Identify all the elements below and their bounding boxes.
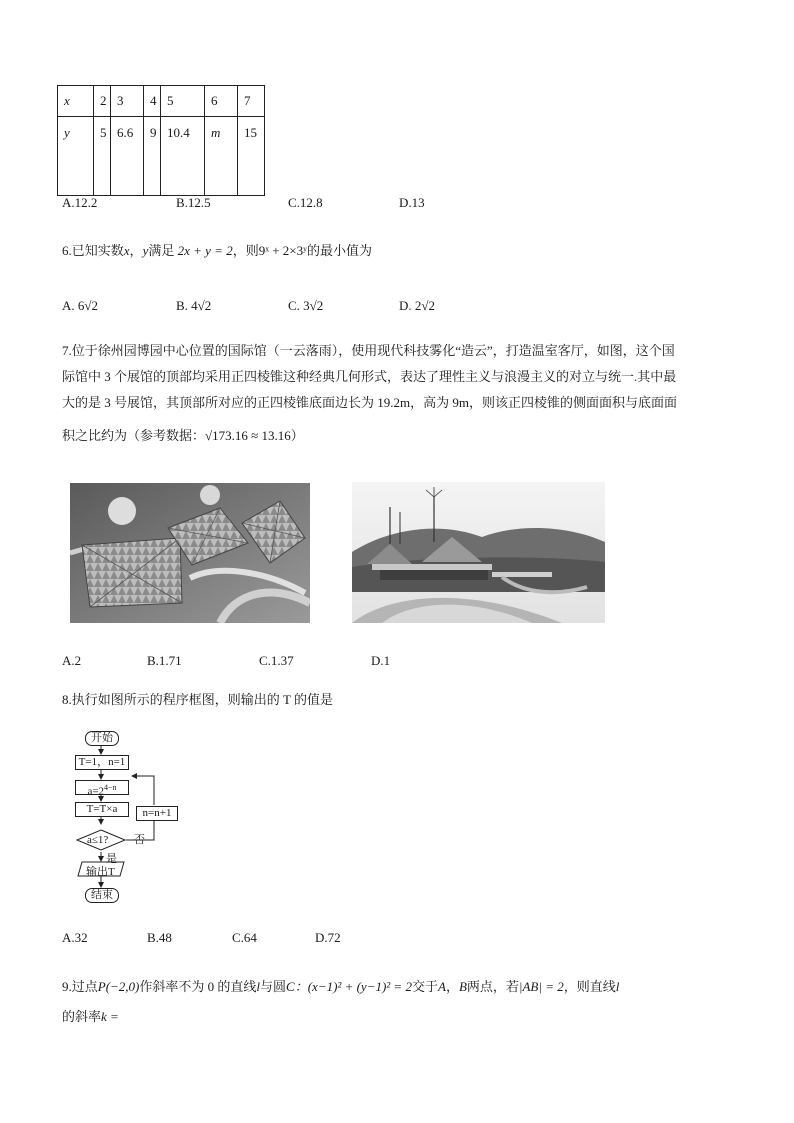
q9-point-b: B [458, 979, 467, 994]
q7-reference-label: 积之比约为（参考数据： [62, 428, 206, 443]
flowchart-increment: n=n+1 [136, 806, 178, 821]
q8-option-a: A.32 [62, 930, 88, 945]
q9-two-points: 两点，若 [466, 979, 519, 994]
q6-option-b: B. 4√2 [176, 298, 212, 313]
q7-option-d: D.1 [371, 653, 391, 668]
q6-var-x: x [123, 243, 130, 258]
table-cell: 5 [161, 86, 205, 117]
flowchart-init: T=1，n=1 [75, 755, 129, 770]
table-header-y: y [58, 117, 94, 196]
q9-with-circle: 与圆 [260, 979, 287, 994]
q7-option-a: A.2 [62, 653, 82, 668]
q6-prefix: 6.已知实数 [62, 243, 124, 258]
flowchart-assign-t: T=T×a [75, 802, 129, 817]
q9-line-1 [62, 976, 619, 998]
q9-comma: ， [445, 979, 459, 994]
q9-point: P(−2,0) [97, 979, 140, 994]
q5-option-c: C.12.8 [288, 195, 323, 210]
table-cell: 10.4 [161, 117, 205, 196]
table-cell: m [205, 117, 238, 196]
q6-expression: 9ˣ + 2×3ʸ [258, 243, 307, 258]
program-flowchart [70, 728, 190, 913]
table-cell: 15 [238, 117, 265, 196]
q9-intersect: 交于 [411, 979, 438, 994]
table-cell: 6 [205, 86, 238, 117]
table-cell: 6.6 [111, 117, 144, 196]
table-cell: 2 [94, 86, 111, 117]
q7-reference-math: √173.16 ≈ 13.16 [205, 428, 291, 443]
q9-line-l-2: l [615, 979, 620, 994]
q9-slope-k: k = [101, 1009, 119, 1024]
q8-option-b: B.48 [147, 930, 172, 945]
table-header-x: x [58, 86, 94, 117]
data-table [57, 85, 265, 196]
q7-option-c: C.1.37 [259, 653, 294, 668]
q9-point-a: A [437, 979, 446, 994]
q5-option-b: B.12.5 [176, 195, 211, 210]
question-8: 8.执行如图所示的程序框图，则输出的 T 的值是 [62, 692, 333, 707]
q7-line-1: 7.位于徐州园博园中心位置的国际馆（一云落雨），使用现代科技雾化“造云”，打造温室客厅，如图，这个国 [62, 343, 675, 358]
q9-mid: 作斜率不为 0 的直线 [139, 979, 257, 994]
flowchart-start: 开始 [85, 731, 119, 746]
pavilion-aerial-photo [70, 483, 310, 623]
q7-line-4 [62, 425, 304, 447]
flowchart-no-label: 否 [134, 834, 145, 846]
q6-var-y: y [142, 243, 149, 258]
q9-circle: C：(x−1)² + (y−1)² = 2 [286, 979, 412, 994]
q6-option-d: D. 2√2 [399, 298, 436, 313]
q9-line-2 [62, 1006, 119, 1028]
table-cell: 4 [144, 86, 161, 117]
q7-option-b: B.1.71 [147, 653, 182, 668]
table-cell: 7 [238, 86, 265, 117]
q6-option-c: C. 3√2 [288, 298, 324, 313]
q9-slope-label: 的斜率 [62, 1009, 102, 1024]
question-6 [62, 240, 372, 262]
table-row-x [58, 86, 265, 117]
table-row-y [58, 117, 265, 196]
q8-option-d: D.72 [315, 930, 341, 945]
table-cell: 3 [111, 86, 144, 117]
q8-option-c: C.64 [232, 930, 257, 945]
q9-ab-length: |AB| = 2 [518, 979, 564, 994]
table-cell: 9 [144, 117, 161, 196]
table-cell: 5 [94, 117, 111, 196]
q7-reference-close: ） [290, 428, 304, 443]
flowchart-yes-label: 是 [106, 853, 117, 865]
q7-line-3: 大的是 3 号展馆，其顶部所对应的正四棱锥底面边长为 19.2m，高为 9m，则该正四棱锥的侧面面积与底面面 [62, 395, 677, 410]
q6-condition: 2x + y = 2 [177, 243, 233, 258]
q7-line-2: 际馆中 3 个展馆的顶部均采用正四棱锥这种经典几何形式，表达了理性主义与浪漫主义的对立与统一.其中最 [62, 369, 677, 384]
q9-then-line: ，则直线 [563, 979, 616, 994]
flowchart-assign-a: $a=2^{4-n}$ [75, 780, 129, 795]
q6-cond-label: 满足 [148, 243, 175, 258]
flowchart-output: 输出T [86, 866, 115, 878]
q9-prefix: 9.过点 [62, 979, 98, 994]
q6-suffix: 的最小值为 [307, 243, 373, 258]
pavilion-side-photo [352, 482, 605, 623]
flowchart-end: 结束 [85, 888, 119, 903]
q6-then: ，则 [232, 243, 259, 258]
q5-option-a: A.12.2 [62, 195, 98, 210]
q5-option-d: D.13 [399, 195, 425, 210]
q9-line-l: l [256, 979, 261, 994]
flowchart-condition: a≤1? [87, 834, 109, 846]
q6-sep: ， [129, 243, 143, 258]
q6-option-a: A. 6√2 [62, 298, 99, 313]
